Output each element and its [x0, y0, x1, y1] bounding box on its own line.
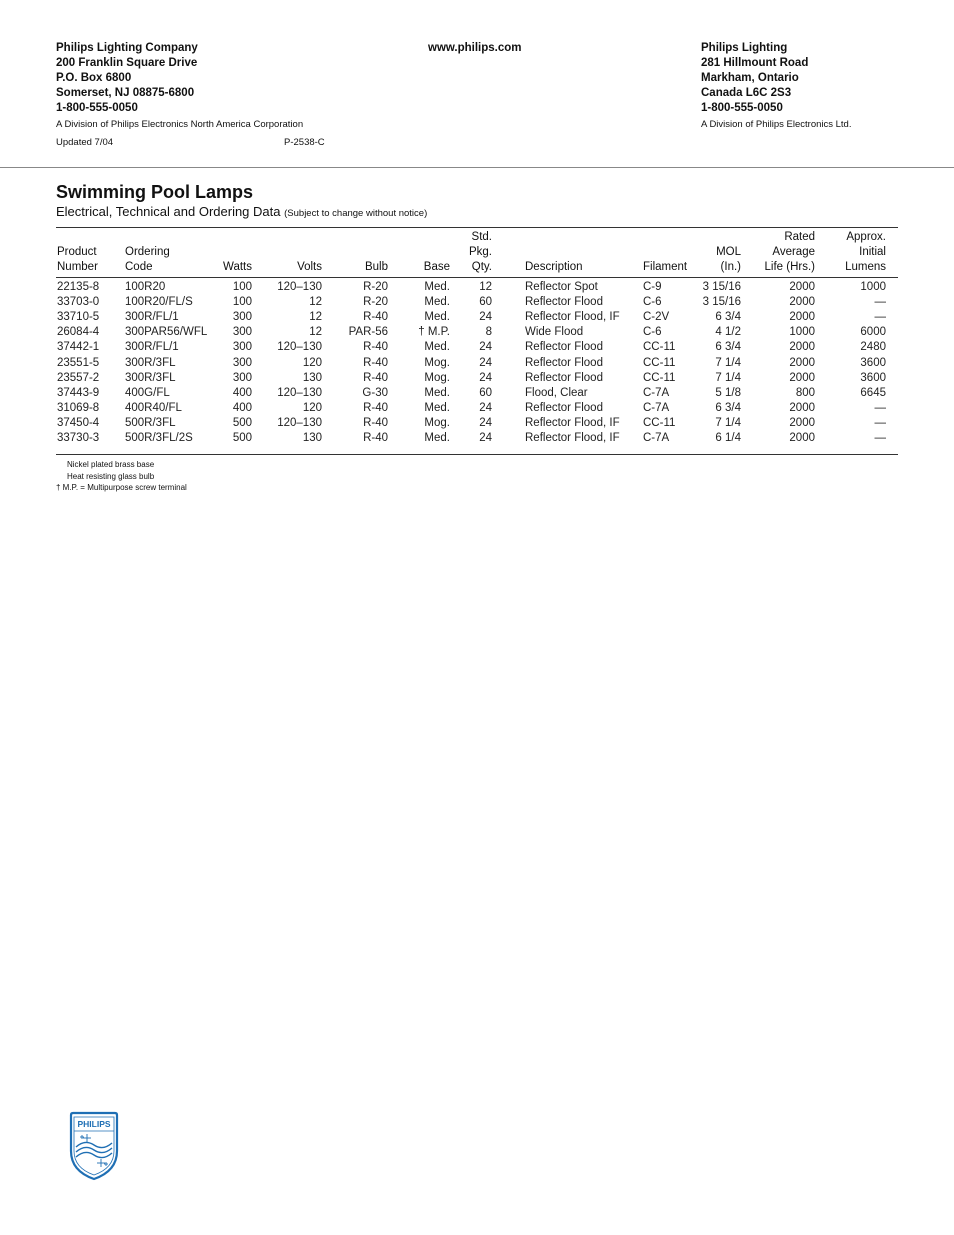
column-header-base: [400, 230, 450, 275]
cell-initial-lumens: 3600: [860, 371, 886, 384]
cell-rated-life: 2000: [789, 281, 815, 293]
table-row: [0, 371, 954, 386]
column-header-bulb: [338, 230, 388, 275]
column-header-watts: [212, 230, 252, 275]
us-phone: 1-800-555-0050: [56, 102, 138, 114]
column-header-description: [525, 230, 635, 275]
cell-description: Reflector Flood: [525, 401, 603, 414]
table-row: [0, 295, 954, 310]
cell-mol: 6 1/4: [715, 432, 741, 444]
cell-watts: 300: [232, 326, 252, 339]
cell-std-pkg-qty: 24: [479, 341, 492, 354]
column-header-product-number: [57, 230, 122, 275]
cell-base: Med.: [424, 296, 450, 309]
cell-std-pkg-qty: 24: [479, 432, 492, 444]
column-header-filament: [643, 230, 693, 275]
column-header-text: Description: [525, 261, 583, 273]
column-header-text: Watts: [223, 261, 252, 273]
canada-address-block: [701, 41, 851, 132]
column-header-text: Rated: [784, 231, 815, 243]
philips-shield-logo: [68, 1111, 120, 1181]
cell-product-number: 23551-5: [57, 356, 100, 369]
cell-filament: CC-11: [643, 416, 676, 429]
cell-ordering-code: 100R20/FL/S: [125, 296, 193, 309]
column-header-text: Number: [57, 261, 98, 273]
cell-bulb: R-40: [363, 371, 388, 384]
cell-product-number: 33703-0: [57, 296, 100, 309]
canada-address-line: Markham, Ontario: [701, 72, 799, 84]
table-top-rule: [56, 227, 898, 228]
cell-std-pkg-qty: 24: [479, 371, 492, 384]
cell-filament: CC-11: [643, 341, 676, 354]
cell-mol: 7 1/4: [715, 371, 741, 384]
cell-ordering-code: 500R/3FL/2S: [125, 432, 193, 444]
cell-volts: 120: [302, 356, 322, 369]
table-row: [0, 356, 954, 371]
cell-std-pkg-qty: 8: [485, 326, 492, 339]
cell-description: Flood, Clear: [525, 386, 588, 399]
page-subtitle: [56, 204, 427, 219]
cell-product-number: 37450-4: [57, 416, 100, 429]
column-header-text: Base: [423, 261, 450, 273]
cell-watts: 400: [232, 401, 252, 414]
cell-volts: 120–130: [277, 386, 322, 399]
cell-ordering-code: 300R/FL/1: [125, 311, 179, 324]
table-header-rule: [56, 277, 898, 278]
table-row: [0, 340, 954, 355]
cell-std-pkg-qty: 60: [479, 386, 492, 399]
column-header-std-pkg-qty: [452, 230, 492, 275]
cell-std-pkg-qty: 24: [479, 401, 492, 414]
cell-rated-life: 2000: [789, 356, 815, 369]
cell-initial-lumens: —: [874, 311, 886, 324]
cell-product-number: 33710-5: [57, 311, 100, 324]
cell-volts: 120: [302, 401, 322, 414]
cell-mol: 5 1/8: [715, 386, 741, 399]
cell-std-pkg-qty: 24: [479, 416, 492, 429]
cell-rated-life: 2000: [789, 311, 815, 324]
subtitle-note: (Subject to change without notice): [284, 208, 428, 219]
cell-rated-life: 800: [795, 386, 815, 399]
cell-bulb: R-20: [363, 296, 388, 309]
cell-rated-life: 2000: [789, 416, 815, 429]
cell-volts: 120–130: [277, 416, 322, 429]
cell-description: Wide Flood: [525, 326, 584, 339]
cell-ordering-code: 300R/3FL: [125, 371, 176, 384]
cell-base: Mog.: [424, 356, 450, 369]
cell-ordering-code: 100R20: [125, 281, 166, 293]
cell-filament: CC-11: [643, 356, 676, 369]
column-header-text: Pkg.: [468, 246, 492, 258]
cell-description: Reflector Flood: [525, 371, 603, 384]
cell-mol: 3 15/16: [702, 281, 741, 293]
cell-description: Reflector Spot: [525, 281, 598, 293]
cell-product-number: 37443-9: [57, 386, 100, 399]
table-row: [0, 280, 954, 295]
cell-base: Med.: [424, 432, 450, 444]
cell-description: Reflector Flood, IF: [525, 311, 620, 324]
cell-base: Med.: [424, 386, 450, 399]
footnote: † M.P. = Multipurpose screw terminal: [56, 483, 187, 492]
cell-ordering-code: 400G/FL: [125, 386, 170, 399]
table-row: [0, 325, 954, 340]
column-header-text: Filament: [643, 261, 688, 273]
cell-volts: 12: [309, 296, 322, 309]
cell-bulb: R-40: [363, 432, 388, 444]
cell-base: Med.: [424, 311, 450, 324]
cell-volts: 120–130: [277, 281, 322, 293]
column-header-mol: [695, 230, 741, 275]
cell-watts: 500: [232, 416, 252, 429]
cell-description: Reflector Flood, IF: [525, 432, 620, 444]
table-row: [0, 431, 954, 446]
column-header-text: Qty.: [471, 261, 492, 273]
column-header-ordering-code: [125, 230, 225, 275]
cell-description: Reflector Flood: [525, 296, 603, 309]
cell-product-number: 37442-1: [57, 341, 100, 354]
cell-base: Med.: [424, 401, 450, 414]
cell-filament: C-7A: [643, 386, 670, 399]
cell-watts: 100: [232, 296, 252, 309]
cell-product-number: 22135-8: [57, 281, 100, 293]
column-header-initial-lumens: [830, 230, 886, 275]
canada-address-line: Philips Lighting: [701, 42, 788, 54]
cell-filament: CC-11: [643, 371, 676, 384]
column-header-text: Approx.: [846, 231, 886, 243]
cell-mol: 6 3/4: [715, 401, 741, 414]
logo-wordmark: PHILIPS: [77, 1119, 111, 1129]
cell-ordering-code: 300R/3FL: [125, 356, 176, 369]
column-header-text: Bulb: [364, 261, 388, 273]
cell-base: Med.: [424, 341, 450, 354]
us-address-line: 200 Franklin Square Drive: [56, 57, 198, 69]
column-header-text: Life (Hrs.): [764, 261, 815, 273]
cell-filament: C-9: [643, 281, 662, 293]
cell-bulb: R-40: [363, 356, 388, 369]
cell-initial-lumens: 6000: [860, 326, 886, 339]
cell-product-number: 26084-4: [57, 326, 100, 339]
column-header-text: Average: [772, 246, 815, 258]
column-header-text: Std.: [471, 231, 492, 243]
cell-mol: 4 1/2: [715, 326, 741, 339]
us-address-line: Philips Lighting Company: [56, 42, 198, 54]
column-header-text: Product: [57, 246, 97, 258]
us-address-block: [56, 41, 303, 132]
cell-mol: 3 15/16: [702, 296, 741, 309]
cell-mol: 7 1/4: [715, 356, 741, 369]
updated-date: Updated 7/04: [56, 137, 114, 148]
cell-volts: 130: [302, 432, 322, 444]
cell-bulb: R-40: [363, 341, 388, 354]
column-header-text: Ordering: [125, 246, 170, 258]
cell-filament: C-6: [643, 296, 662, 309]
website-link[interactable]: www.philips.com: [428, 42, 522, 54]
column-header-text: (In.): [720, 261, 741, 273]
cell-product-number: 33730-3: [57, 432, 100, 444]
cell-product-number: 23557-2: [57, 371, 100, 384]
cell-description: Reflector Flood: [525, 341, 603, 354]
cell-ordering-code: 400R40/FL: [125, 401, 182, 414]
cell-std-pkg-qty: 12: [479, 281, 492, 293]
cell-bulb: R-20: [363, 281, 388, 293]
table-row: [0, 310, 954, 325]
canada-division: A Division of Philips Electronics Ltd.: [701, 119, 852, 130]
cell-volts: 12: [309, 326, 322, 339]
column-header-volts: [262, 230, 322, 275]
us-division: A Division of Philips Electronics North America Corporation: [56, 119, 304, 130]
footnotes: [56, 459, 187, 494]
cell-description: Reflector Flood, IF: [525, 416, 620, 429]
cell-description: Reflector Flood: [525, 356, 603, 369]
cell-bulb: G-30: [362, 386, 388, 399]
column-header-text: Lumens: [845, 261, 886, 273]
cell-initial-lumens: —: [874, 401, 886, 414]
cell-filament: C-7A: [643, 432, 670, 444]
cell-ordering-code: 300R/FL/1: [125, 341, 179, 354]
canada-phone: 1-800-555-0050: [701, 102, 783, 114]
cell-bulb: R-40: [363, 311, 388, 324]
cell-rated-life: 2000: [789, 432, 815, 444]
cell-watts: 300: [232, 341, 252, 354]
cell-watts: 300: [232, 371, 252, 384]
cell-ordering-code: 300PAR56/WFL: [125, 326, 208, 339]
canada-address-line: 281 Hillmount Road: [701, 57, 809, 69]
cell-watts: 100: [232, 281, 252, 293]
cell-mol: 6 3/4: [715, 341, 741, 354]
cell-volts: 12: [309, 311, 322, 324]
cell-std-pkg-qty: 24: [479, 356, 492, 369]
cell-volts: 120–130: [277, 341, 322, 354]
cell-rated-life: 2000: [789, 341, 815, 354]
cell-initial-lumens: 3600: [860, 356, 886, 369]
footnote: Nickel plated brass base: [67, 460, 155, 469]
cell-rated-life: 1000: [789, 326, 815, 339]
cell-initial-lumens: 1000: [860, 281, 886, 293]
cell-watts: 400: [232, 386, 252, 399]
table-row: [0, 416, 954, 431]
cell-base: Med.: [424, 281, 450, 293]
cell-watts: 500: [232, 432, 252, 444]
header-divider: [0, 167, 954, 168]
column-header-text: Initial: [859, 246, 886, 258]
table-row: [0, 386, 954, 401]
cell-watts: 300: [232, 356, 252, 369]
cell-mol: 7 1/4: [715, 416, 741, 429]
cell-initial-lumens: 2480: [860, 341, 886, 354]
cell-rated-life: 2000: [789, 296, 815, 309]
cell-mol: 6 3/4: [715, 311, 741, 324]
cell-watts: 300: [232, 311, 252, 324]
column-header-text: MOL: [716, 246, 741, 258]
cell-bulb: R-40: [363, 416, 388, 429]
document-number: P-2538-C: [284, 137, 325, 148]
page-title: Swimming Pool Lamps: [56, 182, 254, 202]
subtitle-text: Electrical, Technical and Ordering Data: [56, 204, 281, 219]
cell-std-pkg-qty: 24: [479, 311, 492, 324]
cell-initial-lumens: —: [874, 296, 886, 309]
cell-initial-lumens: —: [874, 432, 886, 444]
cell-base: Mog.: [424, 416, 450, 429]
cell-base: Mog.: [424, 371, 450, 384]
cell-filament: C-2V: [643, 311, 670, 324]
cell-initial-lumens: 6645: [860, 386, 886, 399]
column-header-text: Code: [125, 261, 153, 273]
us-address-line: P.O. Box 6800: [56, 72, 132, 84]
cell-product-number: 31069-8: [57, 401, 100, 414]
cell-base: † M.P.: [418, 326, 450, 339]
cell-std-pkg-qty: 60: [479, 296, 492, 309]
cell-filament: C-7A: [643, 401, 670, 414]
footnote: Heat resisting glass bulb: [67, 471, 155, 481]
column-header-text: Volts: [297, 261, 322, 273]
us-address-line: Somerset, NJ 08875-6800: [56, 87, 195, 99]
cell-volts: 130: [302, 371, 322, 384]
table-row: [0, 401, 954, 416]
canada-address-line: Canada L6C 2S3: [701, 87, 792, 99]
cell-filament: C-6: [643, 326, 662, 339]
cell-rated-life: 2000: [789, 401, 815, 414]
table-bottom-rule: [56, 454, 898, 455]
cell-initial-lumens: —: [874, 416, 886, 429]
cell-ordering-code: 500R/3FL: [125, 416, 176, 429]
column-header-rated-life: [755, 230, 815, 275]
cell-bulb: R-40: [363, 401, 388, 414]
cell-bulb: PAR-56: [348, 326, 388, 339]
cell-rated-life: 2000: [789, 371, 815, 384]
